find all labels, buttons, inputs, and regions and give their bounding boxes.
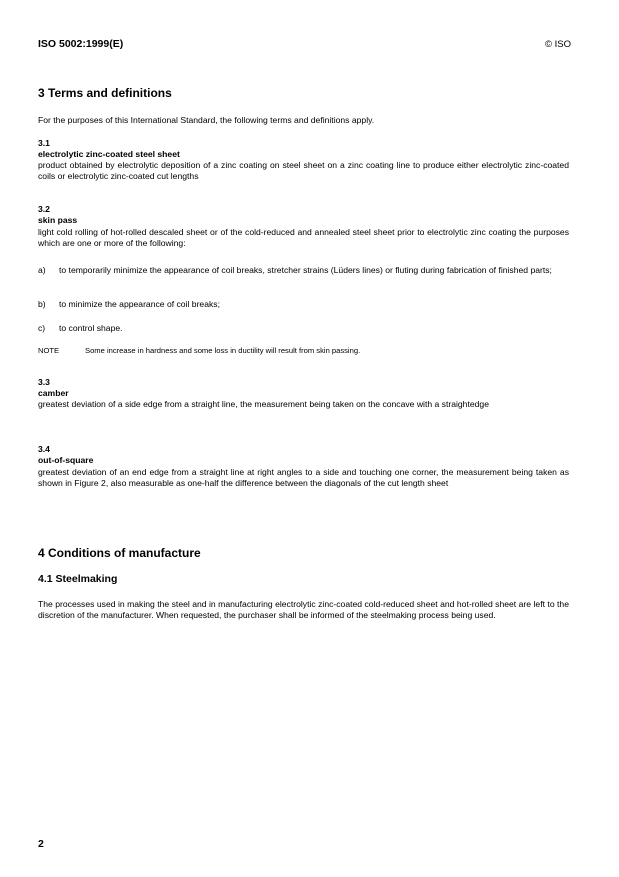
- subsection-title: 4.1 Steelmaking: [38, 573, 118, 585]
- term-definition: light cold rolling of hot-rolled descaled sheet or of the cold-reduced and annealed steel sheet prior to electrolytic zinc coating the purposes which are one or more of the following:: [38, 227, 569, 248]
- list-item-text: to temporarily minimize the appearance of coil breaks, stretcher strains (Lüders lines) or fluting during fabrication of finished parts;: [59, 265, 552, 275]
- term-name: out-of-square: [38, 455, 94, 465]
- section-3-title: 3 Terms and definitions: [38, 86, 172, 100]
- term-number: 3.2: [38, 204, 50, 214]
- page-number: 2: [38, 838, 44, 850]
- section-4-title: 4 Conditions of manufacture: [38, 546, 201, 560]
- list-item-label: a): [38, 265, 46, 275]
- note-text: Some increase in hardness and some loss in ductility will result from skin passing.: [85, 346, 361, 355]
- note-label: NOTE: [38, 346, 60, 355]
- term-number: 3.1: [38, 138, 50, 148]
- copyright-mark: © ISO: [544, 39, 571, 50]
- standard-id: ISO 5002:1999(E): [38, 38, 124, 50]
- term-definition: greatest deviation of an end edge from a straight line at right angles to a side and touching one corner, the measurement being taken as shown in Figure 2, also measurable as one-half the difference between the diagonals of the cut length sheet: [38, 467, 569, 488]
- list-item-text: to control shape.: [59, 323, 123, 333]
- list-item-label: b): [38, 299, 46, 309]
- term-name: skin pass: [38, 215, 78, 225]
- term-number: 3.3: [38, 377, 50, 387]
- term-name: electrolytic zinc-coated steel sheet: [38, 149, 180, 159]
- term-definition: greatest deviation of a side edge from a straight line, the measurement being taken on the concave with a straightedge: [38, 399, 489, 409]
- list-item-label: c): [38, 323, 46, 333]
- term-name: camber: [38, 388, 69, 398]
- subsection-text: The processes used in making the steel and in manufacturing electrolytic zinc-coated cold-reduced sheet and hot-rolled sheet are left to the discretion of the manufacturer. When requested, the purchaser shall be informed of the steelmaking process being used.: [38, 599, 569, 620]
- section-3-intro: For the purposes of this International Standard, the following terms and definitions apply.: [38, 115, 375, 125]
- term-definition: product obtained by electrolytic deposition of a zinc coating on steel sheet on a zinc coating line to produce either electrolytic zinc-coated coils or electrolytic zinc-coated cut lengths: [38, 160, 569, 181]
- list-item-text: to minimize the appearance of coil breaks;: [59, 299, 220, 309]
- term-number: 3.4: [38, 444, 50, 454]
